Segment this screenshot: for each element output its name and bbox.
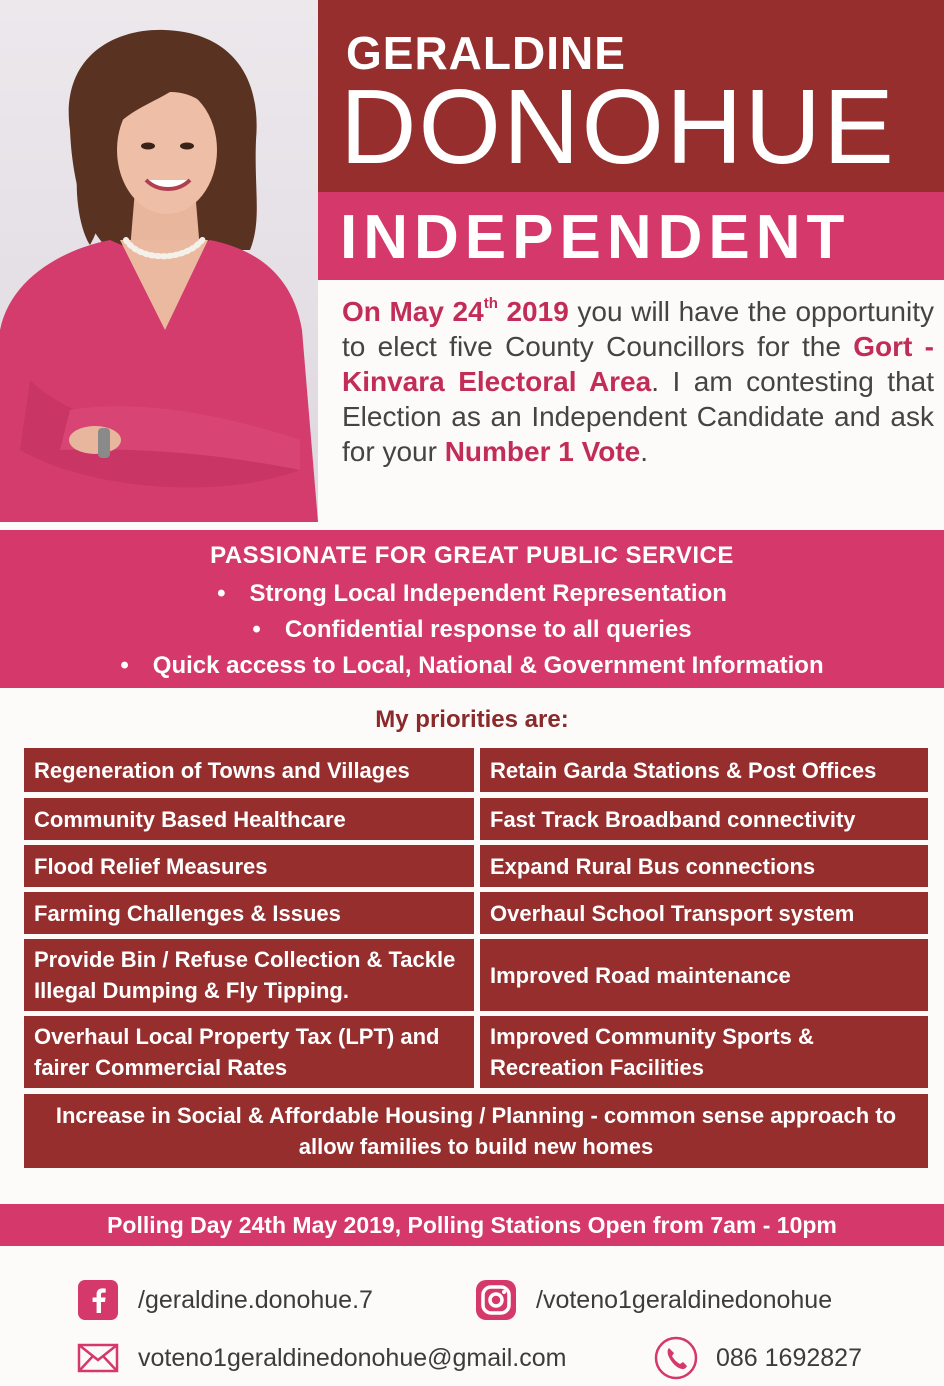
instagram-contact[interactable] bbox=[474, 1278, 832, 1322]
phone-contact[interactable] bbox=[654, 1336, 862, 1380]
list-item: • Confidential response to all queries bbox=[252, 616, 692, 643]
priority-cell: Farming Challenges & Issues bbox=[24, 892, 474, 934]
priority-cell: Improved Road maintenance bbox=[480, 939, 928, 1011]
intro-text-1: you will have the opportunity to elect five County Councillors for the bbox=[342, 296, 934, 362]
phone-number[interactable]: 086 1692827 bbox=[716, 1343, 862, 1372]
intro-paragraph bbox=[342, 294, 934, 469]
priority-cell-housing: Increase in Social & Affordable Housing / Planning - common sense approach to allow families to build new homes bbox=[24, 1094, 928, 1168]
priority-cell: Regeneration of Towns and Villages bbox=[24, 748, 474, 792]
email-contact[interactable] bbox=[76, 1336, 566, 1380]
priority-cell: Retain Garda Stations & Post Offices bbox=[480, 748, 928, 792]
candidate-last-name: DONOHUE bbox=[340, 68, 896, 186]
priorities-heading: My priorities are: bbox=[375, 706, 569, 733]
phone-icon bbox=[654, 1336, 698, 1380]
instagram-handle[interactable]: /voteno1geraldinedonohue bbox=[536, 1285, 833, 1314]
service-banner bbox=[0, 530, 944, 688]
instagram-icon bbox=[474, 1278, 518, 1322]
vote-request: Number 1 Vote bbox=[444, 436, 641, 467]
intro-text-3: . bbox=[640, 436, 649, 467]
service-list bbox=[0, 576, 944, 684]
priority-cell: Improved Community Sports & Recreation Facilities bbox=[480, 1016, 928, 1088]
candidate-photo bbox=[0, 0, 318, 522]
electoral-area: Gort - Kinvara Electoral Area bbox=[342, 331, 934, 397]
priority-cell: Provide Bin / Refuse Collection & Tackle Illegal Dumping & Fly Tipping. bbox=[24, 939, 474, 1011]
email-address[interactable]: voteno1geraldinedonohue@gmail.com bbox=[138, 1343, 567, 1372]
facebook-icon bbox=[76, 1278, 120, 1322]
facebook-handle[interactable]: /geraldine.donohue.7 bbox=[138, 1285, 373, 1314]
candidate-status: INDEPENDENT bbox=[340, 203, 851, 272]
priority-cell: Overhaul Local Property Tax (LPT) and fairer Commercial Rates bbox=[24, 1016, 474, 1088]
priority-cell: Flood Relief Measures bbox=[24, 845, 474, 887]
email-icon bbox=[76, 1336, 120, 1380]
polling-info: Polling Day 24th May 2019, Polling Stations Open from 7am - 10pm bbox=[107, 1212, 837, 1238]
priority-cell: Expand Rural Bus connections bbox=[480, 845, 928, 887]
priority-cell: Fast Track Broadband connectivity bbox=[480, 798, 928, 840]
service-title: PASSIONATE FOR GREAT PUBLIC SERVICE bbox=[210, 542, 734, 569]
list-item: • Quick access to Local, National & Government Information bbox=[120, 652, 824, 679]
priority-cell: Community Based Healthcare bbox=[24, 798, 474, 840]
intro-text-2: . I am contesting that Election as an Independent Candidate and ask for your bbox=[342, 366, 934, 467]
bullet-icon: • bbox=[252, 616, 261, 643]
priority-cell: Overhaul School Transport system bbox=[480, 892, 928, 934]
bullet-icon: • bbox=[217, 580, 226, 607]
facebook-contact[interactable] bbox=[76, 1278, 373, 1322]
election-date: On May 24th 2019 bbox=[342, 295, 569, 327]
list-item: • Strong Local Independent Representation bbox=[217, 580, 727, 607]
candidate-portrait bbox=[0, 0, 318, 522]
candidate-first-name: GERALDINE bbox=[346, 27, 626, 79]
status-banner bbox=[318, 192, 944, 280]
name-header bbox=[318, 0, 944, 192]
polling-banner bbox=[0, 1204, 944, 1246]
bullet-icon: • bbox=[120, 652, 129, 679]
